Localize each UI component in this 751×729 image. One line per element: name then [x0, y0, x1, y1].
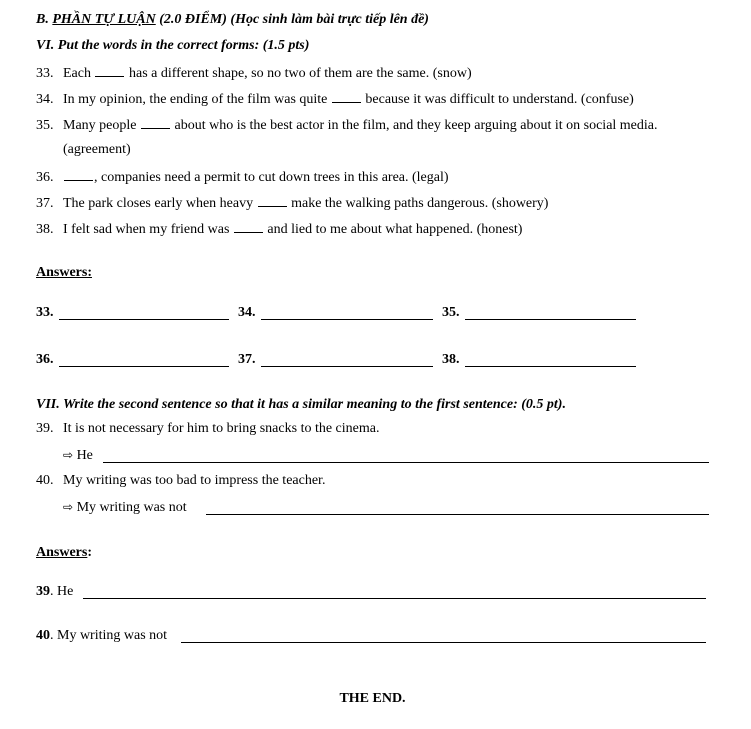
answer-line-39[interactable]	[83, 598, 706, 599]
answer-line-33[interactable]	[59, 319, 229, 320]
answer-39: 39. He	[36, 584, 74, 599]
answer-blank[interactable]	[141, 116, 170, 129]
part-vii-heading: VII. Write the second sentence so that it has a similar meaning to the first sentence: (0.5 pt).	[36, 397, 566, 412]
answer-num-37: 37.	[238, 352, 256, 367]
question-37: 37. The park closes early when heavy make the walking paths dangerous. (showery)	[36, 196, 549, 211]
answer-blank[interactable]	[332, 90, 361, 103]
answer-blank[interactable]	[95, 64, 124, 77]
section-b-title: PHẦN TỰ LUẬN	[52, 12, 156, 27]
answer-num-38: 38.	[442, 352, 460, 367]
question-38: 38. I felt sad when my friend was and lied to me about what happened. (honest)	[36, 222, 523, 237]
answer-line-35[interactable]	[465, 319, 636, 320]
question-35: 35. Many people about who is the best actor in the film, and they keep arguing about it on social media.	[36, 118, 658, 133]
question-36: 36. , companies need a permit to cut down trees in this area. (legal)	[36, 170, 449, 185]
question-40-rewrite: ⇨ My writing was not	[63, 500, 187, 515]
answer-line-40[interactable]	[181, 642, 706, 643]
answer-line-38[interactable]	[465, 366, 636, 367]
section-b-prefix: B.	[36, 12, 53, 27]
answer-line-36[interactable]	[59, 366, 229, 367]
section-b-heading	[36, 12, 429, 28]
question-34: 34. In my opinion, the ending of the film was quite because it was difficult to understand. (confuse)	[36, 92, 634, 107]
answer-num-36: 36.	[36, 352, 54, 367]
answer-line-34[interactable]	[261, 319, 433, 320]
answer-line-37[interactable]	[261, 366, 433, 367]
question-40: 40. My writing was too bad to impress the teacher.	[36, 473, 326, 488]
answer-blank[interactable]	[234, 220, 263, 233]
question-39-rewrite: ⇨ He	[63, 448, 93, 463]
answer-num-33: 33.	[36, 305, 54, 320]
question-33: 33. Each has a different shape, so no two of them are the same. (snow)	[36, 66, 472, 81]
part-vi-heading: VI. Put the words in the correct forms: (1.5 pts)	[36, 38, 310, 53]
arrow-right-icon: ⇨	[63, 448, 74, 462]
answer-num-34: 34.	[238, 305, 256, 320]
question-39: 39. It is not necessary for him to bring snacks to the cinema.	[36, 421, 380, 436]
answer-40: 40. My writing was not	[36, 628, 168, 643]
answers-label-vi: Answers:	[36, 265, 92, 280]
answer-blank[interactable]	[258, 194, 287, 207]
question-35-continuation: (agreement)	[63, 142, 131, 157]
rewrite-line-40[interactable]	[206, 514, 709, 515]
rewrite-line-39[interactable]	[103, 462, 709, 463]
arrow-right-icon: ⇨	[63, 500, 74, 514]
answer-blank[interactable]	[64, 168, 93, 181]
answer-num-35: 35.	[442, 305, 460, 320]
answers-label-vii: Answers:	[36, 545, 93, 560]
section-b-subtitle: (2.0 ĐIỂM) (Học sinh làm bài trực tiếp lên đề)	[155, 12, 429, 27]
the-end: THE END.	[339, 691, 406, 706]
